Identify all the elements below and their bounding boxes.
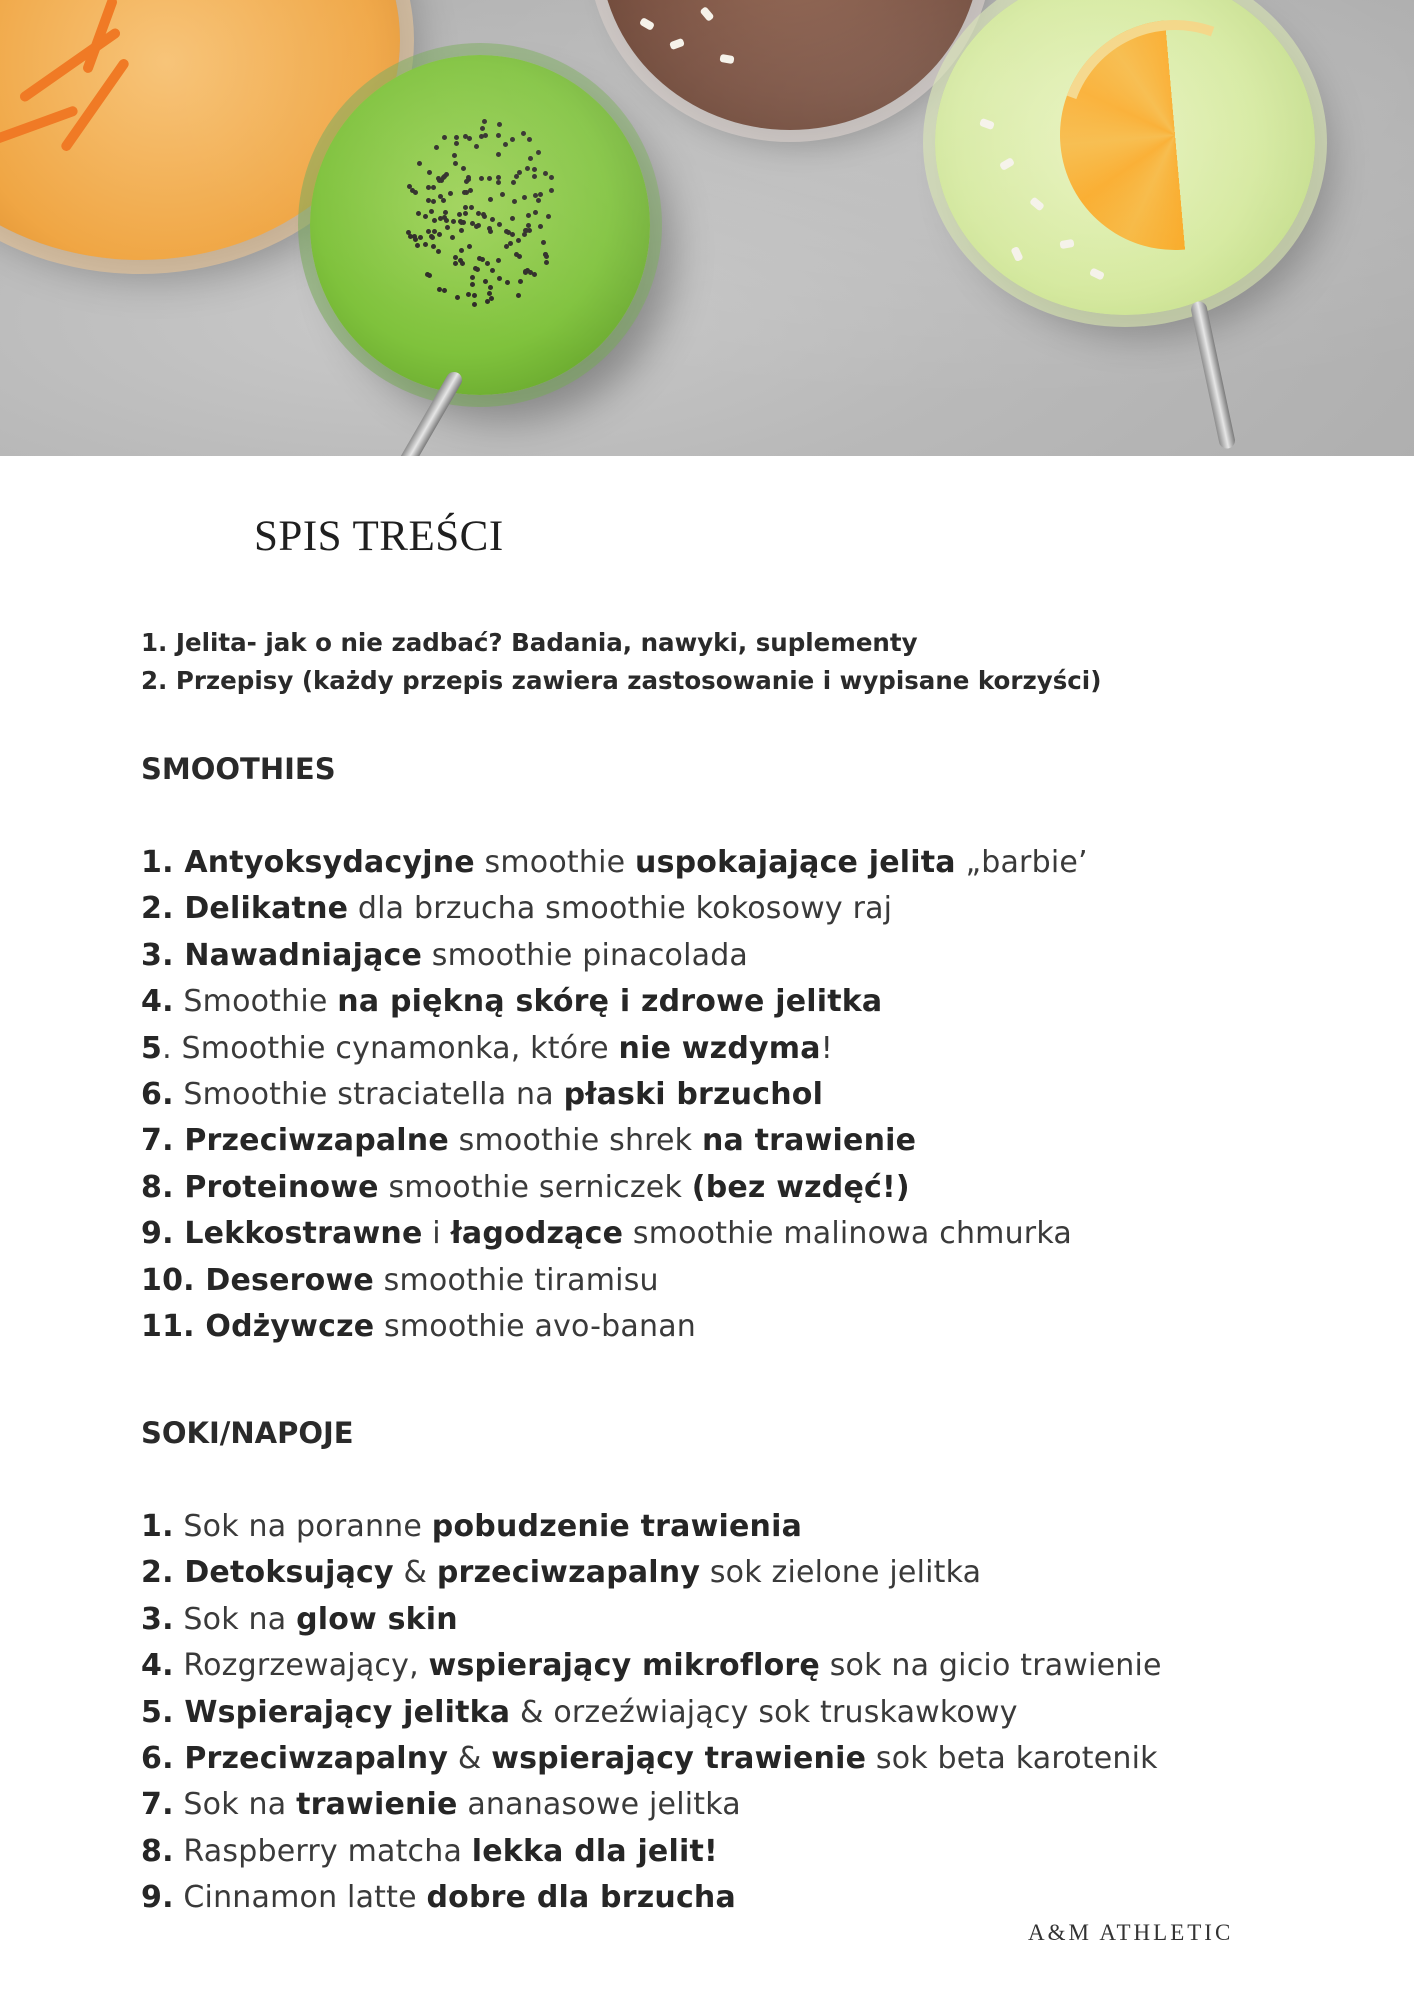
chia-seed — [444, 172, 449, 177]
chia-seed — [485, 261, 490, 266]
hero-image-smoothies — [0, 0, 1414, 456]
chia-seed — [408, 234, 413, 239]
chia-seed — [475, 267, 480, 272]
list-item-bold-text: 6. Przeciwzapalny — [141, 1741, 449, 1777]
chia-seed — [443, 210, 448, 215]
chia-seed — [459, 248, 464, 253]
smoothies-heading: SMOOTHIES — [141, 752, 336, 786]
list-item — [141, 1829, 1162, 1875]
chia-seed — [516, 293, 521, 298]
chia-seed — [523, 269, 528, 274]
chia-seed — [505, 280, 510, 285]
list-item-text: dla brzucha smoothie kokosowy raj — [348, 891, 893, 927]
orange-slice-rim — [1022, 0, 1328, 288]
coconut-flake — [639, 17, 655, 31]
chia-seed — [473, 266, 478, 271]
chia-seed — [436, 176, 441, 181]
chia-seed — [469, 205, 474, 210]
chia-seed — [442, 288, 447, 293]
carrot-garnish — [18, 26, 122, 103]
list-item-bold-text: dobre dla brzucha — [426, 1880, 736, 1916]
chia-seed — [439, 178, 444, 183]
chia-seed — [496, 175, 501, 180]
list-item-text: Smoothie — [173, 984, 338, 1020]
list-item-bold-text: na piękną skórę i zdrowe jelitka — [337, 984, 883, 1020]
chia-seed — [482, 119, 487, 124]
chia-seed — [438, 216, 443, 221]
list-item-text: & orzeźwiający sok truskawkowy — [510, 1694, 1018, 1730]
chia-seed — [527, 228, 532, 233]
list-item — [141, 1072, 1088, 1118]
chia-seed — [522, 232, 527, 237]
list-item-text: smoothie pinacolada — [422, 937, 749, 973]
chia-seed — [464, 190, 469, 195]
list-item — [141, 1782, 1162, 1828]
chia-seed — [412, 234, 417, 239]
chia-seed — [488, 197, 493, 202]
chia-seed — [468, 188, 473, 193]
chia-seed — [410, 188, 415, 193]
list-item-bold-text: 9. Lekkostrawne — [141, 1216, 423, 1252]
chia-seed — [453, 161, 458, 166]
chia-seed — [427, 170, 432, 175]
list-item-text: Sok na — [173, 1601, 297, 1637]
carrot-garnish — [82, 0, 119, 74]
chia-seed — [455, 295, 460, 300]
chia-seed — [489, 296, 494, 301]
list-item-text: & — [448, 1741, 492, 1777]
chia-seed — [444, 218, 449, 223]
list-item — [141, 1211, 1088, 1257]
carrot-garnish — [0, 105, 79, 145]
list-item — [141, 1736, 1162, 1782]
chia-seed — [454, 141, 459, 146]
chia-seed — [413, 190, 418, 195]
list-item-bold-text: przeciwzapalny — [436, 1555, 701, 1591]
chia-seed — [496, 133, 501, 138]
list-item — [141, 1026, 1088, 1072]
list-item-bold-text: 7. Przeciwzapalne — [141, 1123, 449, 1159]
chia-seed — [510, 137, 515, 142]
list-item-bold-text: pobudzenie trawienia — [431, 1509, 803, 1544]
list-item-bold-text: 1. Antyoksydacyjne — [141, 845, 475, 880]
chia-seed — [474, 224, 479, 229]
chia-seed — [431, 185, 436, 190]
list-item-bold-text: 2. Delikatne — [141, 891, 349, 927]
list-item — [141, 1690, 1162, 1736]
chia-seed — [516, 238, 521, 243]
list-item — [141, 1643, 1162, 1689]
chia-seed — [532, 167, 537, 172]
chia-seed — [476, 211, 481, 216]
coconut-flake — [1089, 267, 1105, 280]
coconut-flake — [719, 54, 734, 64]
toc-title: SPIS TREŚCI — [254, 513, 504, 560]
chia-seed — [461, 166, 466, 171]
list-item-text: smoothie malinowa chmurka — [623, 1216, 1072, 1252]
chia-seed — [524, 228, 529, 233]
list-item-text: „barbie’ — [955, 845, 1088, 880]
list-item — [141, 1504, 1162, 1550]
chia-seed — [467, 244, 472, 249]
chia-seed — [418, 235, 423, 240]
chia-seed — [543, 252, 548, 257]
list-item-bold-text: 2. Detoksujący — [141, 1555, 394, 1591]
metal-straw — [1190, 300, 1237, 450]
chia-seed — [463, 134, 468, 139]
list-item-bold-text: 3. Nawadniające — [141, 937, 423, 973]
chia-seed — [517, 254, 522, 259]
chia-seed — [521, 131, 526, 136]
chia-seed — [487, 176, 492, 181]
chia-seed — [533, 210, 538, 215]
list-item — [141, 1597, 1162, 1643]
chia-seed — [463, 211, 468, 216]
juices-heading: SOKI/NAPOJE — [141, 1416, 354, 1450]
chia-seed — [543, 171, 548, 176]
list-item-text: Smoothie straciatella na — [173, 1077, 564, 1113]
chia-seed — [461, 220, 466, 225]
chia-seed — [441, 175, 446, 180]
chia-seed — [466, 177, 471, 182]
chia-seed — [459, 220, 464, 225]
chia-seed — [490, 217, 495, 222]
list-item-bold-text: łagodzące — [450, 1216, 624, 1252]
list-item-bold-text: 8. Proteinowe — [141, 1169, 379, 1205]
list-item-text: smoothie tiramisu — [373, 1262, 659, 1298]
chia-seed — [462, 190, 467, 195]
chia-seed — [464, 179, 469, 184]
list-item-text: sok beta karotenik — [866, 1741, 1158, 1777]
chia-seed — [500, 192, 505, 197]
chia-seed — [511, 180, 516, 185]
juices-list — [141, 1504, 1162, 1922]
chia-seed — [451, 219, 456, 224]
chia-seed — [532, 174, 537, 179]
chia-seed — [482, 214, 487, 219]
list-item — [141, 1875, 1162, 1921]
chia-seed — [472, 302, 477, 307]
chia-seed — [523, 270, 528, 275]
chia-seed — [528, 270, 533, 275]
chia-seed — [538, 192, 543, 197]
chia-seed — [504, 229, 509, 234]
list-item-text: ananasowe jelitka — [457, 1787, 741, 1823]
list-item — [141, 1165, 1088, 1211]
list-item — [141, 933, 1088, 979]
chia-seed — [431, 199, 436, 204]
list-item-bold-text: 3. — [141, 1601, 174, 1637]
list-item-bold-text: uspokajające jelita — [635, 845, 956, 880]
carrot-garnish — [59, 57, 130, 153]
list-item-bold-text: 8. — [141, 1833, 174, 1869]
chia-seed — [510, 216, 515, 221]
coconut-flake — [1029, 196, 1045, 211]
chia-seed — [442, 215, 447, 220]
chia-seed — [504, 244, 509, 249]
list-item-bold-text: 10. Deserowe — [141, 1262, 374, 1298]
chia-seed — [470, 221, 475, 226]
list-item-bold-text: trawienie — [296, 1787, 458, 1823]
chia-seed — [407, 184, 412, 189]
chia-seed — [541, 240, 546, 245]
list-item-text: & — [393, 1555, 437, 1591]
list-item — [141, 886, 1088, 932]
chia-seed — [463, 205, 468, 210]
chia-seed — [423, 242, 428, 247]
list-item — [141, 1118, 1088, 1164]
coconut-flake — [1010, 246, 1023, 262]
chia-seed — [496, 180, 501, 185]
chia-seed — [517, 170, 522, 175]
toc-intro-item: 2. Przepisy (każdy przepis zawiera zastosowanie i wypisane korzyści) — [141, 666, 1102, 695]
chia-seed — [406, 230, 411, 235]
chia-seed — [459, 228, 464, 233]
chia-seed — [527, 137, 532, 142]
chia-seed — [487, 226, 492, 231]
chia-seed — [549, 188, 554, 193]
chia-seed — [481, 212, 486, 217]
list-item-text: Sok na — [173, 1787, 297, 1823]
chia-seed — [416, 211, 421, 216]
list-item-bold-text: 1. — [141, 1509, 174, 1544]
chia-seed — [457, 212, 462, 217]
list-item-bold-text: 6. — [141, 1077, 174, 1113]
chia-seed — [536, 150, 541, 155]
chia-seed — [497, 222, 502, 227]
chia-seed — [458, 258, 463, 263]
list-item-bold-text: 9. — [141, 1880, 174, 1916]
chia-seed — [470, 282, 475, 287]
chia-seed — [436, 249, 441, 254]
chia-seed — [437, 232, 442, 237]
chia-seed — [477, 256, 482, 261]
coconut-flake — [999, 157, 1015, 171]
chia-seed — [425, 272, 430, 277]
chia-seed — [453, 261, 458, 266]
chia-seed — [427, 273, 432, 278]
chia-seed — [518, 279, 523, 284]
smoothies-list — [141, 840, 1088, 1350]
list-item-bold-text: 4. — [141, 1648, 174, 1684]
list-item-bold-text: (bez wzdęć!) — [691, 1169, 910, 1205]
orange-smoothie-glass — [0, 0, 400, 260]
chia-seed — [466, 292, 471, 297]
chia-seed — [483, 133, 488, 138]
chia-seed — [536, 198, 541, 203]
list-item-bold-text: płaski brzuchol — [563, 1077, 824, 1113]
list-item-bold-text: 7. — [141, 1787, 174, 1823]
coconut-flake — [699, 6, 714, 22]
chia-seed — [506, 230, 511, 235]
chocolate-smoothie-glass — [600, 0, 980, 130]
chia-seed — [480, 257, 485, 262]
list-item — [141, 1550, 1162, 1596]
list-item — [141, 1258, 1088, 1304]
list-item-bold-text: 5 — [141, 1030, 163, 1066]
chia-seed — [415, 243, 420, 248]
list-item-text: smoothie — [474, 845, 636, 880]
chia-seed — [546, 214, 551, 219]
coconut-flake — [669, 38, 685, 50]
list-item-text: smoothie serniczek — [378, 1169, 692, 1205]
list-item-bold-text: 4. — [141, 984, 174, 1020]
chia-seed — [442, 135, 447, 140]
orange-slice — [1022, 0, 1328, 288]
list-item-text: Sok na poranne — [173, 1509, 432, 1544]
chia-seed — [508, 241, 513, 246]
chia-seed — [426, 229, 431, 234]
chia-seed — [532, 272, 537, 277]
chia-seed — [467, 136, 472, 141]
chia-seed — [487, 291, 492, 296]
chia-seed — [432, 218, 437, 223]
chia-seed — [514, 174, 519, 179]
coconut-flake — [979, 118, 995, 130]
chia-seed — [525, 166, 530, 171]
chia-seed — [448, 191, 453, 196]
chia-seed — [453, 255, 458, 260]
chia-seed — [496, 258, 501, 263]
chia-seed — [544, 254, 549, 259]
chia-seed — [514, 252, 519, 257]
chia-seed — [431, 244, 436, 249]
list-item-text: i — [422, 1216, 451, 1252]
list-item — [141, 979, 1088, 1025]
chia-seed — [429, 234, 434, 239]
chia-seed — [544, 260, 549, 265]
list-item-text: sok na gicio trawienie — [819, 1648, 1162, 1684]
list-item — [141, 840, 1088, 886]
chia-seed — [496, 152, 501, 157]
chia-seed — [466, 175, 471, 180]
chia-seed — [437, 178, 442, 183]
chia-seed — [543, 252, 548, 257]
chia-seed — [442, 174, 447, 179]
chia-seed — [437, 287, 442, 292]
list-item-bold-text: lekka dla jelit! — [471, 1833, 718, 1869]
chia-seed — [472, 293, 477, 298]
chia-seed — [430, 235, 435, 240]
list-item-text: . Smoothie cynamonka, które — [162, 1030, 619, 1066]
chia-seed — [503, 142, 508, 147]
chia-seed — [538, 224, 543, 229]
list-item-bold-text: wspierający mikroflorę — [428, 1648, 820, 1684]
list-item-bold-text: 5. Wspierający jelitka — [141, 1694, 511, 1730]
chia-seed — [474, 144, 479, 149]
green-smoothie-glass — [310, 55, 650, 395]
chia-seed — [460, 261, 465, 266]
chia-seed — [488, 285, 493, 290]
list-item-text: ! — [820, 1030, 833, 1066]
list-item-text: smoothie shrek — [448, 1123, 702, 1159]
chia-seed — [497, 122, 502, 127]
chia-seed — [512, 199, 517, 204]
chia-seed — [426, 198, 431, 203]
chia-seed — [426, 185, 431, 190]
chia-seed — [458, 219, 463, 224]
chia-seed — [483, 279, 488, 284]
chia-seed — [523, 228, 528, 233]
list-item-bold-text: 11. Odżywcze — [141, 1309, 375, 1345]
chia-seed — [526, 223, 531, 228]
chia-seed — [485, 299, 490, 304]
toc-intro — [141, 624, 1101, 700]
chia-seed — [429, 209, 434, 214]
list-item-text: Raspberry matcha — [173, 1833, 472, 1869]
chia-seed — [454, 135, 459, 140]
chia-seed — [528, 156, 533, 161]
chia-seed — [479, 134, 484, 139]
chia-seed — [490, 268, 495, 273]
chia-seed — [526, 213, 531, 218]
metal-straw — [391, 369, 465, 456]
list-item-bold-text: na trawienie — [702, 1123, 917, 1159]
chia-seed — [476, 223, 481, 228]
list-item-bold-text: nie wzdyma — [618, 1030, 821, 1066]
chia-seed — [497, 276, 502, 281]
chia-seed — [432, 229, 437, 234]
list-item-bold-text: glow skin — [296, 1601, 458, 1637]
chia-seed — [470, 275, 475, 280]
chia-seed — [549, 175, 554, 180]
chia-seed — [525, 268, 530, 273]
list-item — [141, 1304, 1088, 1350]
lime-smoothie-glass — [935, 0, 1315, 315]
chia-seed — [533, 193, 538, 198]
list-item-text: smoothie avo-banan — [374, 1309, 697, 1345]
list-item-text: Rozgrzewający, — [173, 1648, 429, 1684]
chia-seed — [488, 229, 493, 234]
chia-seed — [423, 214, 428, 219]
chia-seed — [434, 145, 439, 150]
chia-seed — [452, 153, 457, 158]
chia-seed — [417, 161, 422, 166]
chia-seed — [479, 176, 484, 181]
coconut-flake — [1059, 239, 1074, 249]
chia-seed — [450, 235, 455, 240]
toc-intro-item: 1. Jelita- jak o nie zadbać? Badania, nawyki, suplementy — [141, 628, 918, 657]
chia-seed — [441, 198, 446, 203]
chia-seed — [413, 237, 418, 242]
chia-seed — [480, 126, 485, 131]
list-item-text: sok zielone jelitka — [700, 1555, 982, 1591]
brand-footer: A&M ATHLETIC — [1028, 1920, 1234, 1945]
chia-seed — [510, 232, 515, 237]
chia-seed — [522, 195, 527, 200]
list-item-bold-text: wspierający trawienie — [491, 1741, 867, 1777]
chia-seed — [445, 225, 450, 230]
chia-seed — [438, 194, 443, 199]
list-item-text: Cinnamon latte — [173, 1880, 427, 1916]
